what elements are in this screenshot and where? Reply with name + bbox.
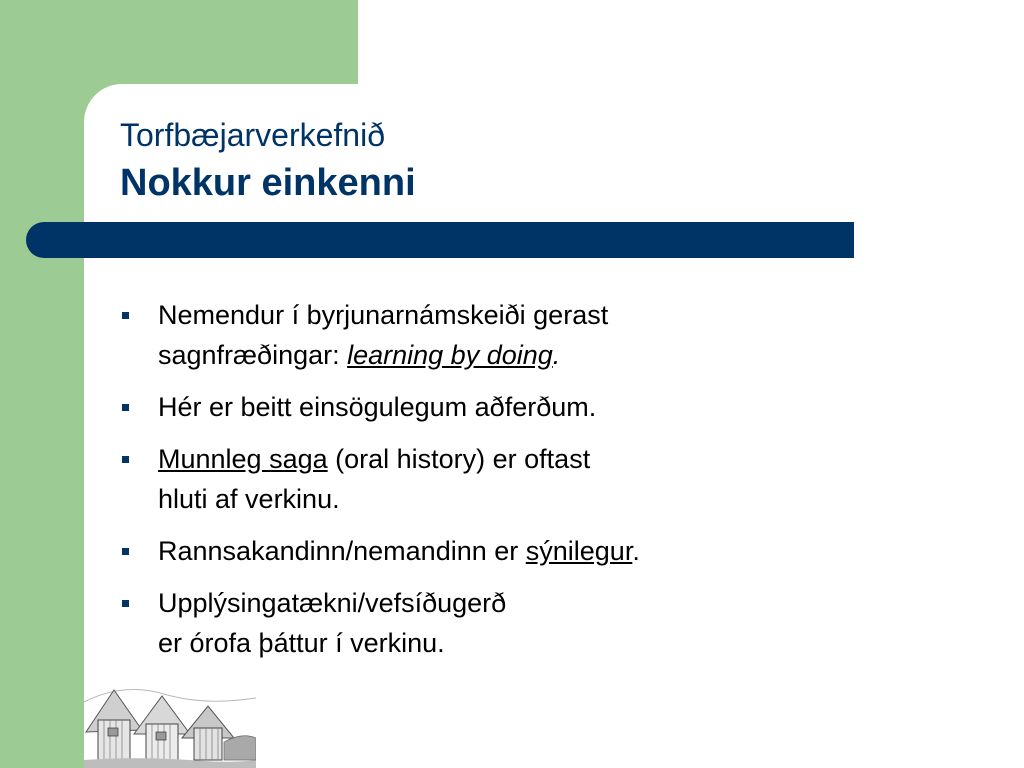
- bullet-text: (oral history) er oftast: [327, 444, 591, 474]
- bullet-text: Rannsakandinn/nemandinn er: [158, 536, 526, 566]
- bullet-item-it: [120, 583, 820, 663]
- slide-subtitle: Nokkur einkenni: [120, 162, 416, 204]
- learning-by-doing-link[interactable]: learning by doing: [347, 340, 553, 370]
- square-bullet-icon: [122, 548, 129, 555]
- bullet-item-oral-history: [120, 439, 820, 519]
- munnleg-saga-link[interactable]: Munnleg saga: [158, 444, 328, 474]
- slide-title: Torfbæjarverkefnið: [120, 117, 385, 153]
- bullet-text: .: [632, 536, 640, 566]
- bullet-item-learning: [120, 295, 820, 375]
- square-bullet-icon: [122, 312, 129, 319]
- bullet-text: hluti af verkinu.: [158, 484, 340, 514]
- bullet-text: .: [552, 340, 561, 370]
- title-divider-bar: [26, 222, 854, 258]
- bullet-list: [120, 295, 820, 675]
- bullet-text: Nemendur í byrjunarnámskeiði gerast: [158, 300, 609, 330]
- bullet-text: sagnfræðingar:: [158, 340, 348, 370]
- synilegur-link[interactable]: sýnilegur: [525, 536, 633, 566]
- turf-house-sketch-image: [84, 672, 256, 768]
- square-bullet-icon: [122, 456, 129, 463]
- bullet-item-researcher: [120, 531, 820, 571]
- bullet-text: Upplýsingatækni/vefsíðugerð: [158, 588, 507, 618]
- bullet-item-methods: [120, 387, 820, 427]
- bullet-text: Hér er beitt einsögulegum aðferðum.: [158, 392, 597, 422]
- square-bullet-icon: [122, 600, 129, 607]
- bullet-text: er órofa þáttur í verkinu.: [158, 628, 445, 658]
- square-bullet-icon: [122, 404, 129, 411]
